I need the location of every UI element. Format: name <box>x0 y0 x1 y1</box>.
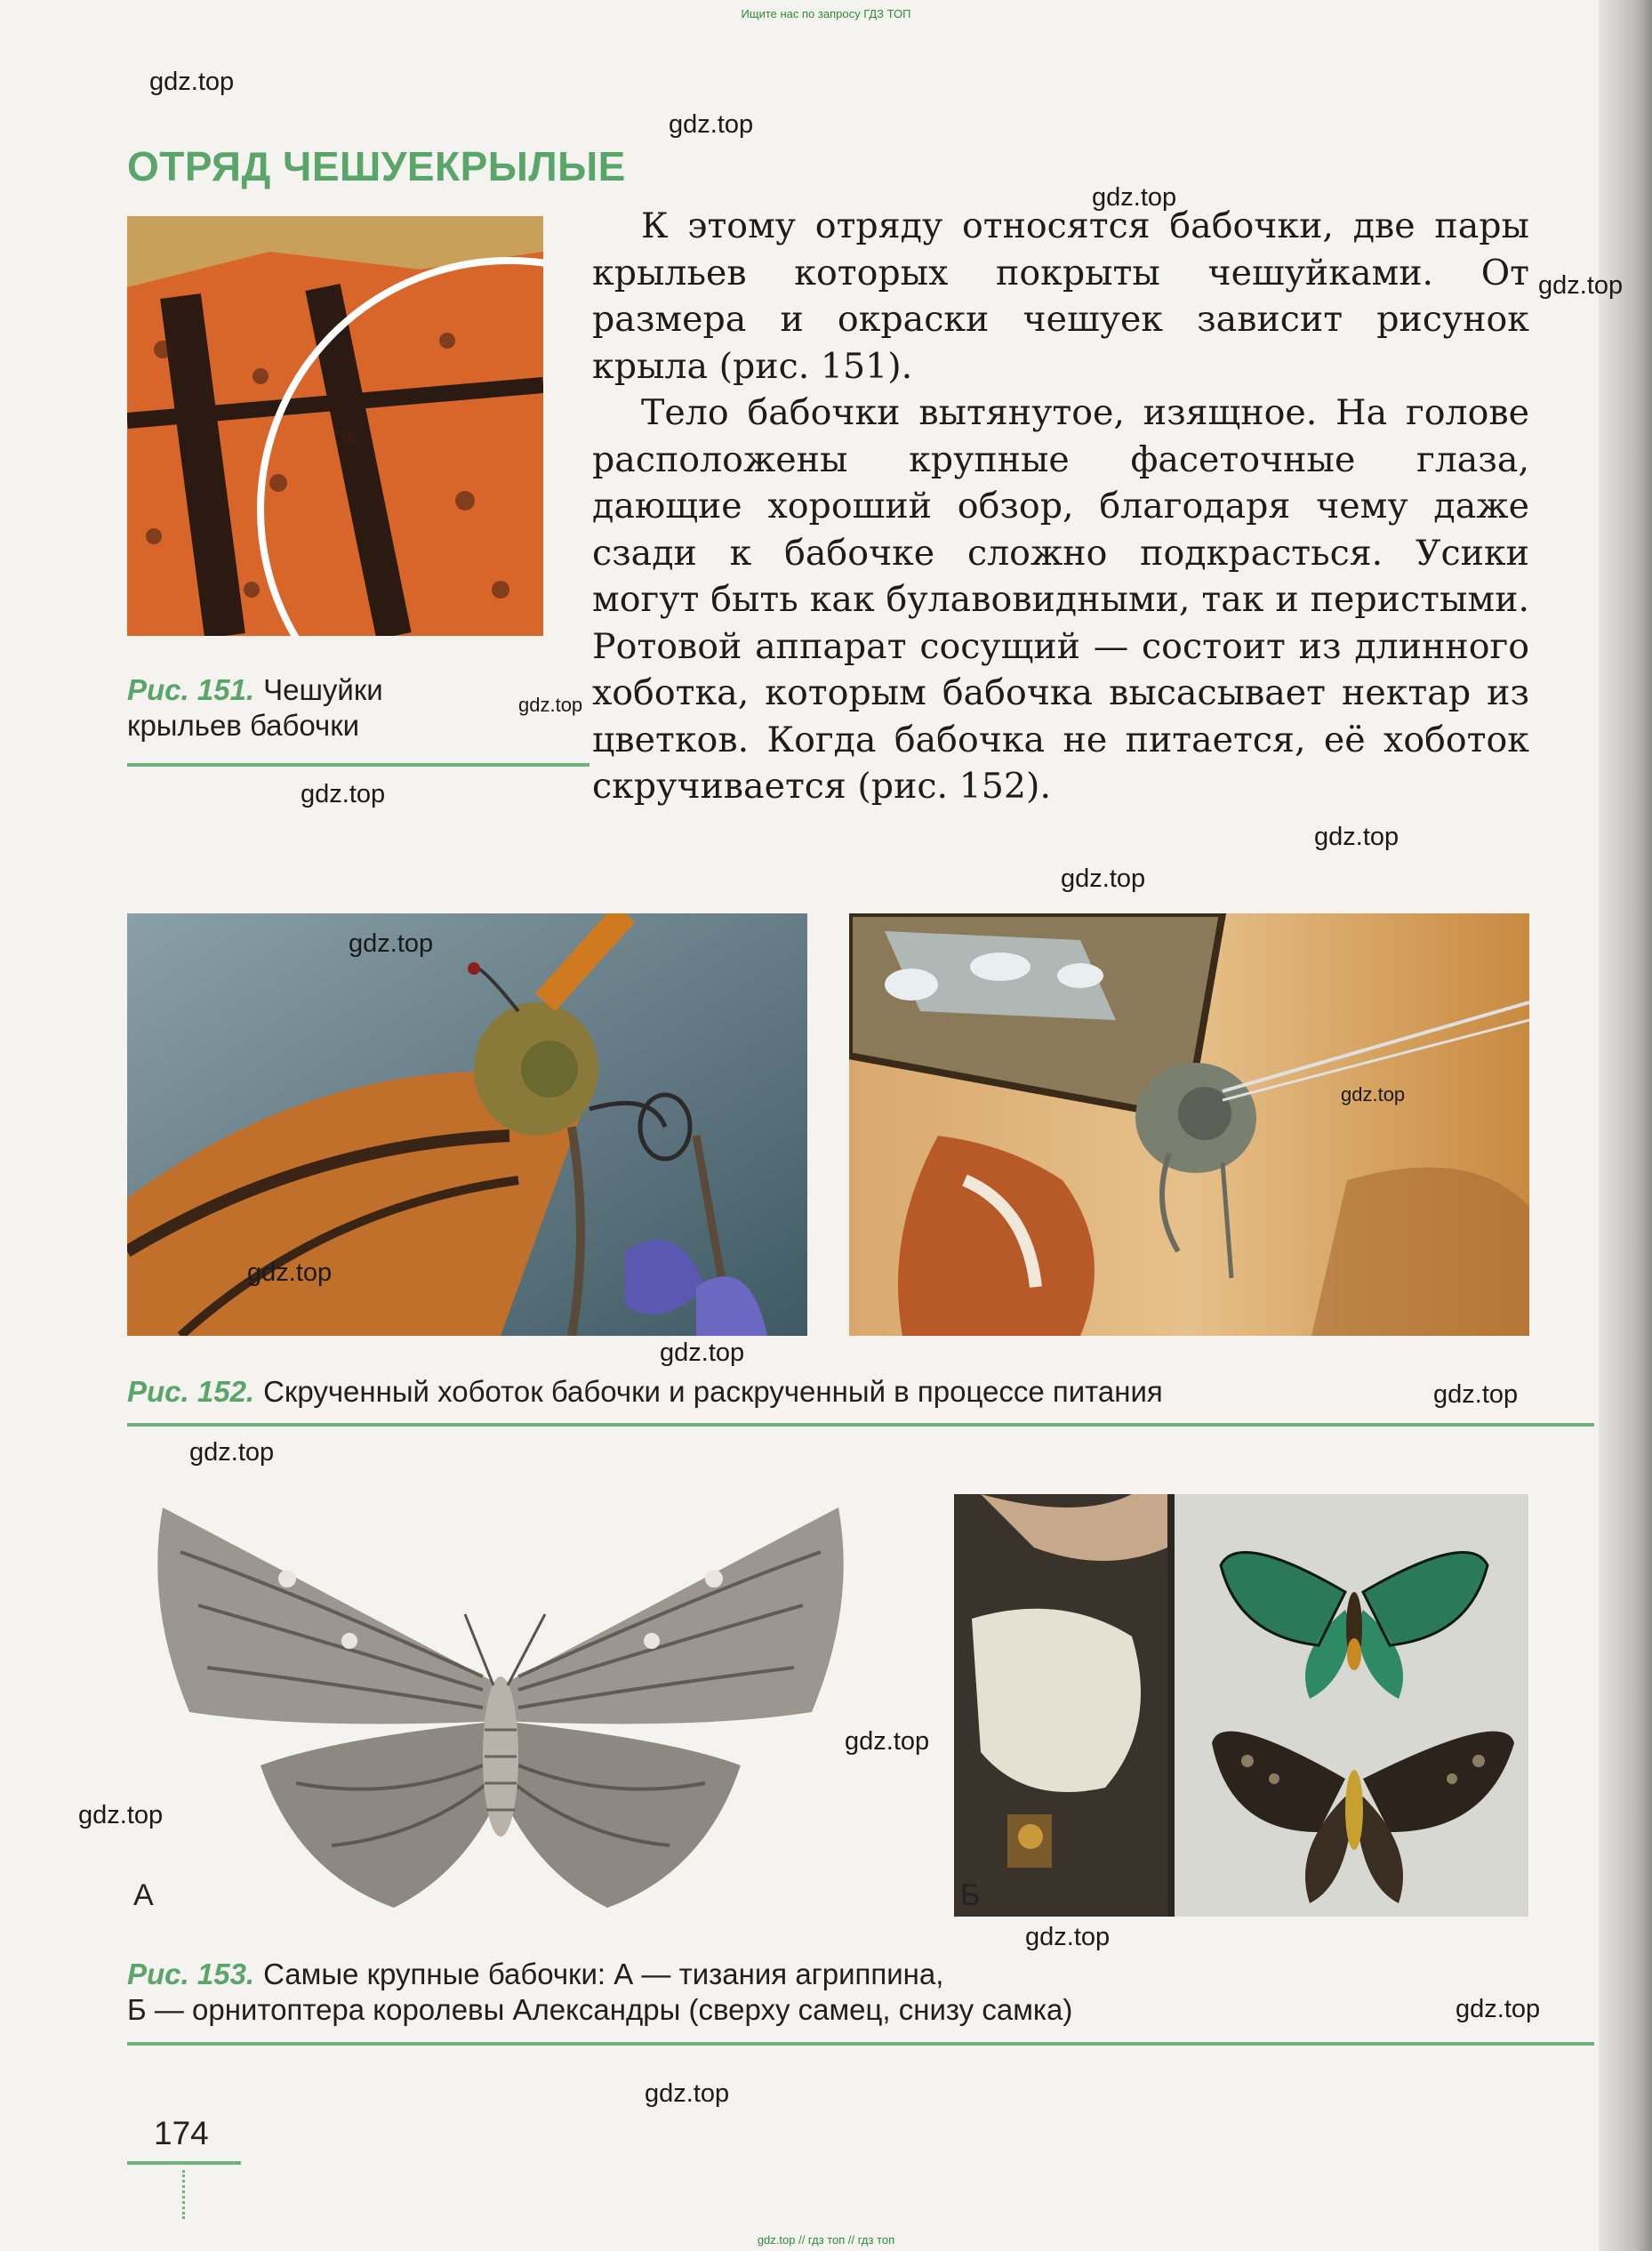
fig151-label: Рис. 151. <box>127 673 255 706</box>
fig151-caption <box>127 672 501 744</box>
watermark: gdz.top <box>645 2079 730 2108</box>
fig151-rule <box>127 763 589 767</box>
fig153-letter-b: Б <box>960 1878 981 1912</box>
watermark: gdz.top <box>1314 823 1399 851</box>
watermark: gdz.top <box>247 1258 333 1287</box>
fig152-rule <box>127 1423 1594 1427</box>
watermark: gdz.top <box>845 1727 930 1756</box>
fig152-label: Рис. 152. <box>127 1375 255 1408</box>
fig153-text-line1: Самые крупные бабочки: А — тизания агриппина, <box>263 1958 944 1990</box>
fig151-photo <box>127 216 543 636</box>
fig153-photo-b <box>954 1494 1528 1917</box>
fig152-caption <box>127 1374 1461 1410</box>
watermark: gdz.top <box>78 1801 164 1829</box>
fig151-text: Чешуйки крыльев бабочки <box>127 673 383 742</box>
watermark: gdz.top <box>1092 183 1177 212</box>
fig153-caption-line1 <box>127 1957 1461 1992</box>
page-number-dots <box>182 2170 185 2219</box>
watermark: gdz.top <box>669 110 754 139</box>
section-title: ОТРЯД ЧЕШУЕКРЫЛЫЕ <box>127 143 626 189</box>
watermark: gdz.top <box>1433 1380 1519 1409</box>
footer-note: gdz.top // гдз топ // гдз топ <box>757 2233 895 2247</box>
watermark: gdz.top <box>301 780 386 808</box>
fig153-label: Рис. 153. <box>127 1958 255 1990</box>
page-number-rule <box>127 2161 241 2165</box>
fig153-letter-a: А <box>133 1878 154 1912</box>
body-text <box>592 203 1529 810</box>
fig152-photo-coiled <box>127 913 807 1336</box>
watermark: gdz.top <box>518 694 583 716</box>
header-note: Ищите нас по запросу ГДЗ ТОП <box>741 7 911 20</box>
watermark: gdz.top <box>660 1339 745 1367</box>
page-number: 174 <box>154 2115 209 2151</box>
fig153-rule <box>127 2042 1594 2046</box>
watermark: gdz.top <box>1538 271 1624 300</box>
watermark: gdz.top <box>1061 864 1146 893</box>
watermark: gdz.top <box>349 929 434 958</box>
fig153-photo-a <box>127 1499 874 1925</box>
watermark: gdz.top <box>1025 1923 1111 1951</box>
paragraph-2: Тело бабочки вытянутое, изящное. На голове расположены крупные фасеточные глаза, дающие хороший обзор, благодаря чему даже сзади к бабочке сложно подкрасться. Усики могут быть как булавовидными, так и перистыми. Ротовой аппарат сосущий — состоит из длинного хоботка, которым бабочка высасывает нектар из цветков. Когда бабочка не питается, её хоботок скручивается (рис. 152). <box>592 392 1529 807</box>
paragraph-1: К этому отряду относятся бабочки, две пары крыльев которых покрыты чешуйками. От размера и окраски чешуек зависит рисунок крыла (рис. 151). <box>592 205 1529 387</box>
fig153-caption <box>127 1957 1461 2028</box>
fig153-text-line2: Б — орнитоптера королевы Александры (сверху самец, снизу самка) <box>127 1993 1073 2026</box>
watermark: gdz.top <box>189 1438 275 1467</box>
fig152-photo-feeding <box>849 913 1529 1336</box>
watermark: gdz.top <box>149 68 235 96</box>
watermark: gdz.top <box>1341 1083 1406 1105</box>
watermark: gdz.top <box>1456 1995 1541 2023</box>
fig152-text: Скрученный хоботок бабочки и раскрученный в процессе питания <box>263 1375 1163 1408</box>
page-edge <box>1599 0 1652 2251</box>
